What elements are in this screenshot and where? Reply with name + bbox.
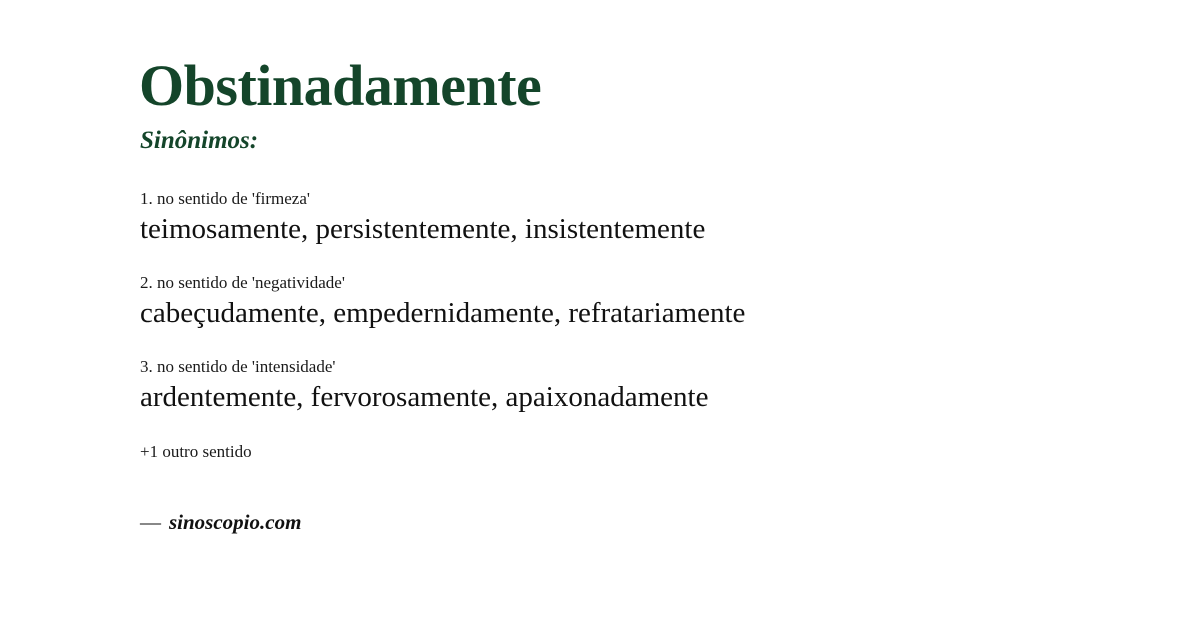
- page-title: Obstinadamente: [139, 53, 542, 118]
- list-item: [139, 357, 1130, 415]
- sense-label: 2. no sentido de 'negatividade': [140, 273, 345, 293]
- sense-synonyms: teimosamente, persistentemente, insistentemente: [140, 212, 706, 245]
- em-dash-icon: —: [140, 509, 161, 534]
- list-item: [139, 273, 1130, 331]
- sense-label: 1. no sentido de 'firmeza': [140, 188, 310, 208]
- source-attribution: [140, 510, 1130, 535]
- more-senses-link[interactable]: +1 outro sentido: [140, 441, 252, 461]
- synonyms-subtitle: Sinônimos:: [140, 126, 259, 154]
- sense-label: 3. no sentido de 'intensidade': [140, 357, 336, 377]
- sense-synonyms: ardentemente, fervorosamente, apaixonadamente: [140, 381, 709, 414]
- list-item: [139, 189, 1130, 247]
- senses-list: [139, 189, 1130, 416]
- sense-synonyms: cabeçudamente, empedernidamente, refratariamente: [140, 297, 746, 330]
- source-name: sinoscopio.com: [169, 509, 302, 534]
